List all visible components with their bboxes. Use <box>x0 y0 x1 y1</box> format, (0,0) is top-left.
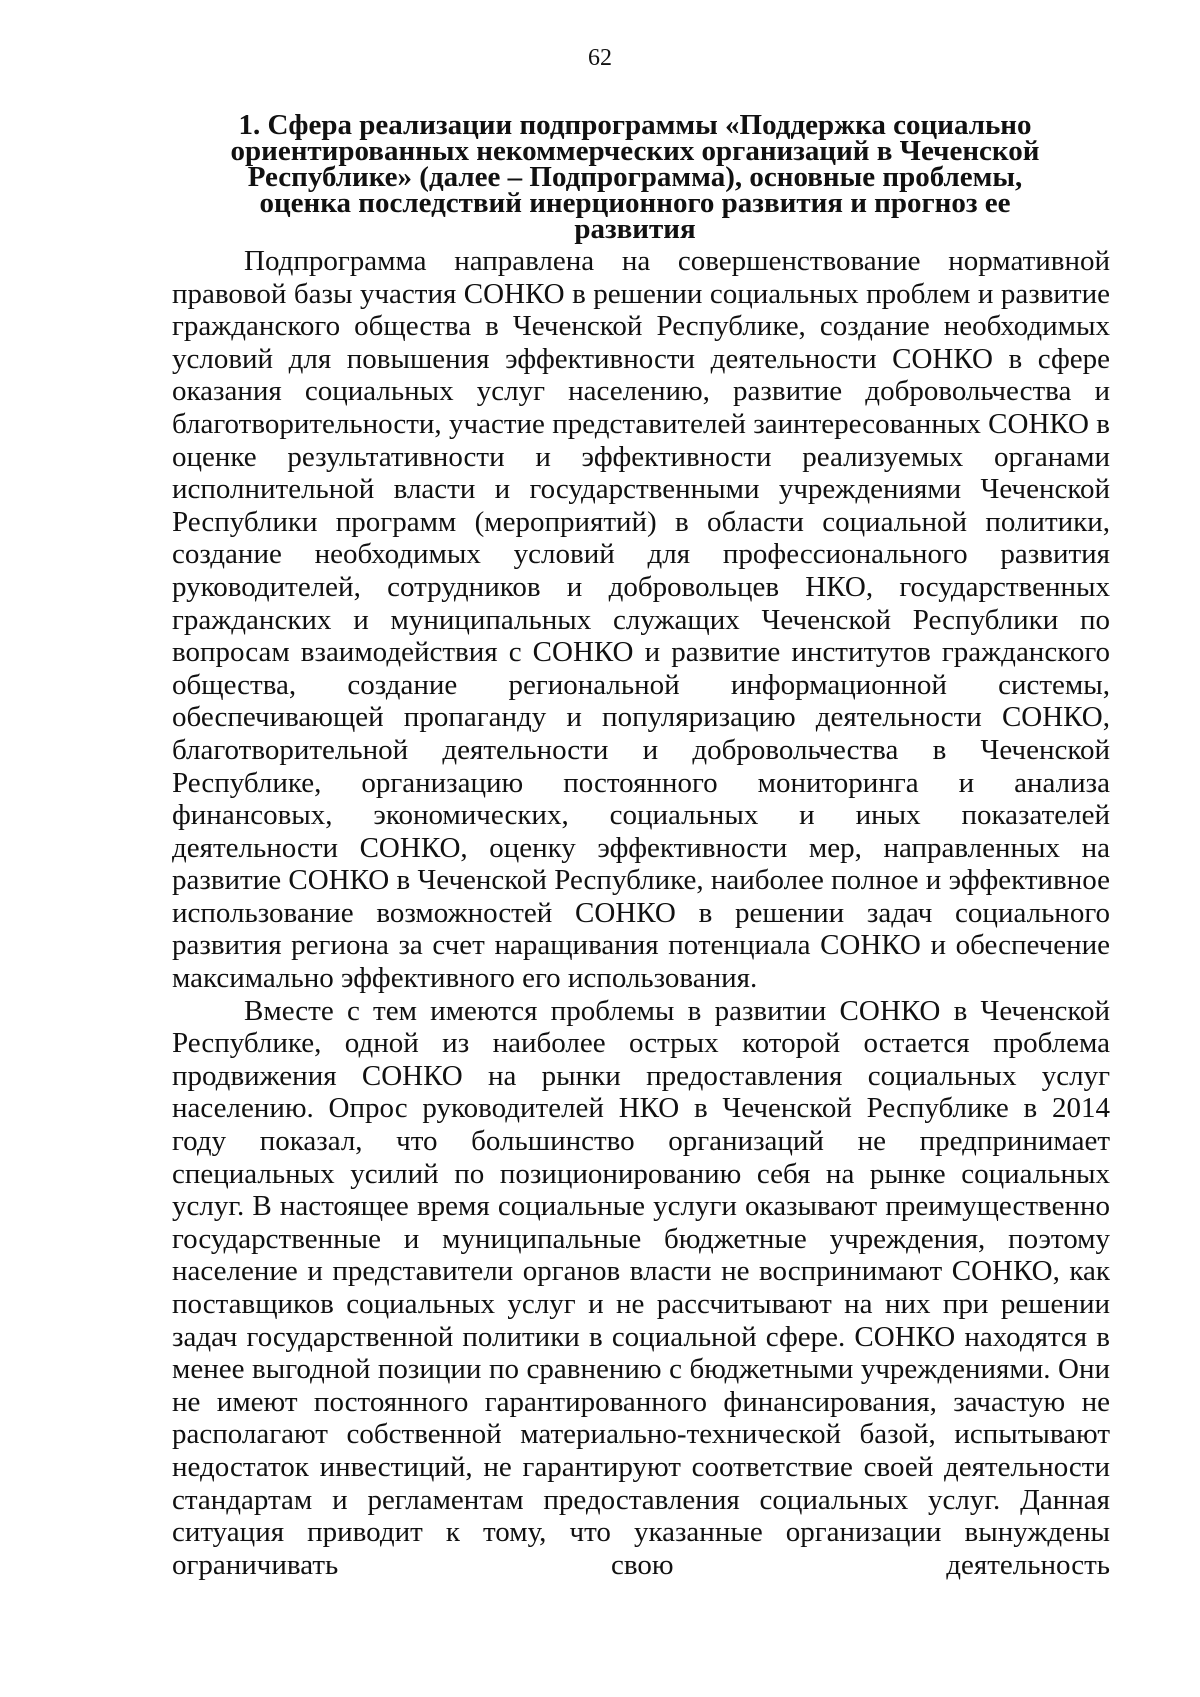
page-number: 62 <box>588 45 612 71</box>
body-text <box>172 245 1110 1581</box>
paragraph-1: Подпрограмма направлена на совершенствование нормативной правовой базы участия СОНКО в решении социальных проблем и развитие гражданского общества в Чеченской Республике, создание необходимых условий для повышения эффективности деятельности СОНКО в сфере оказания социальных услуг населению, развитие добровольчества и благотворительности, участие представителей заинтересованных СОНКО в оценке результативности и эффективности реализуемых органами исполнительной власти и государственными учреждениями Чеченской Республики программ (мероприятий) в области социальной политики, создание необходимых условий для профессионального развития руководителей, сотрудников и добровольцев НКО, государственных гражданских и муниципальных служащих Чеченской Республики по вопросам взаимодействия с СОНКО и развитие институтов гражданского общества, создание региональной информационной системы, обеспечивающей пропаганду и популяризацию деятельности СОНКО, благотворительной деятельности и добровольчества в Чеченской Республике, организацию постоянного мониторинга и анализа финансовых, экономических, социальных и иных показателей деятельности СОНКО, оценку эффективности мер, направленных на развитие СОНКО в Чеченской Республике, наиболее полное и эффективное использование возможностей СОНКО в решении задач социального развития региона за счет наращивания потенциала СОНКО и обеспечение максимально эффективного его использования. <box>172 245 1110 995</box>
paragraph-2: Вместе с тем имеются проблемы в развитии СОНКО в Чеченской Республике, одной из наиболее острых которой остается проблема продвижения СОНКО на рынки предоставления социальных услуг населению. Опрос руководителей НКО в Чеченской Республике в 2014 году показал, что большинство организаций не предпринимает специальных усилий по позиционированию себя на рынке социальных услуг. В настоящее время социальные услуги оказывают преимущественно государственные и муниципальные бюджетные учреждения, поэтому население и представители органов власти не воспринимают СОНКО, как поставщиков социальных услуг и не рассчитывают на них при решении задач государственной политики в социальной сфере. СОНКО находятся в менее выгодной позиции по сравнению с бюджетными учреждениями. Они не имеют постоянного гарантированного финансирования, зачастую не располагают собственной материально-технической базой, испытывают недостаток инвестиций, не гарантируют соответствие своей деятельности стандартам и регламентам предоставления социальных услуг. Данная ситуация приводит к тому, что указанные организации вынуждены ограничивать свою деятельность <box>172 994 1110 1581</box>
section-heading: 1. Сфера реализации подпрограммы «Поддержка социально ориентированных некоммерческих организаций в Чеченской Республике» (далее – Подпрограмма), основные проблемы, оценка последствий инерционного развития и прогноз ее развития <box>230 109 1040 245</box>
